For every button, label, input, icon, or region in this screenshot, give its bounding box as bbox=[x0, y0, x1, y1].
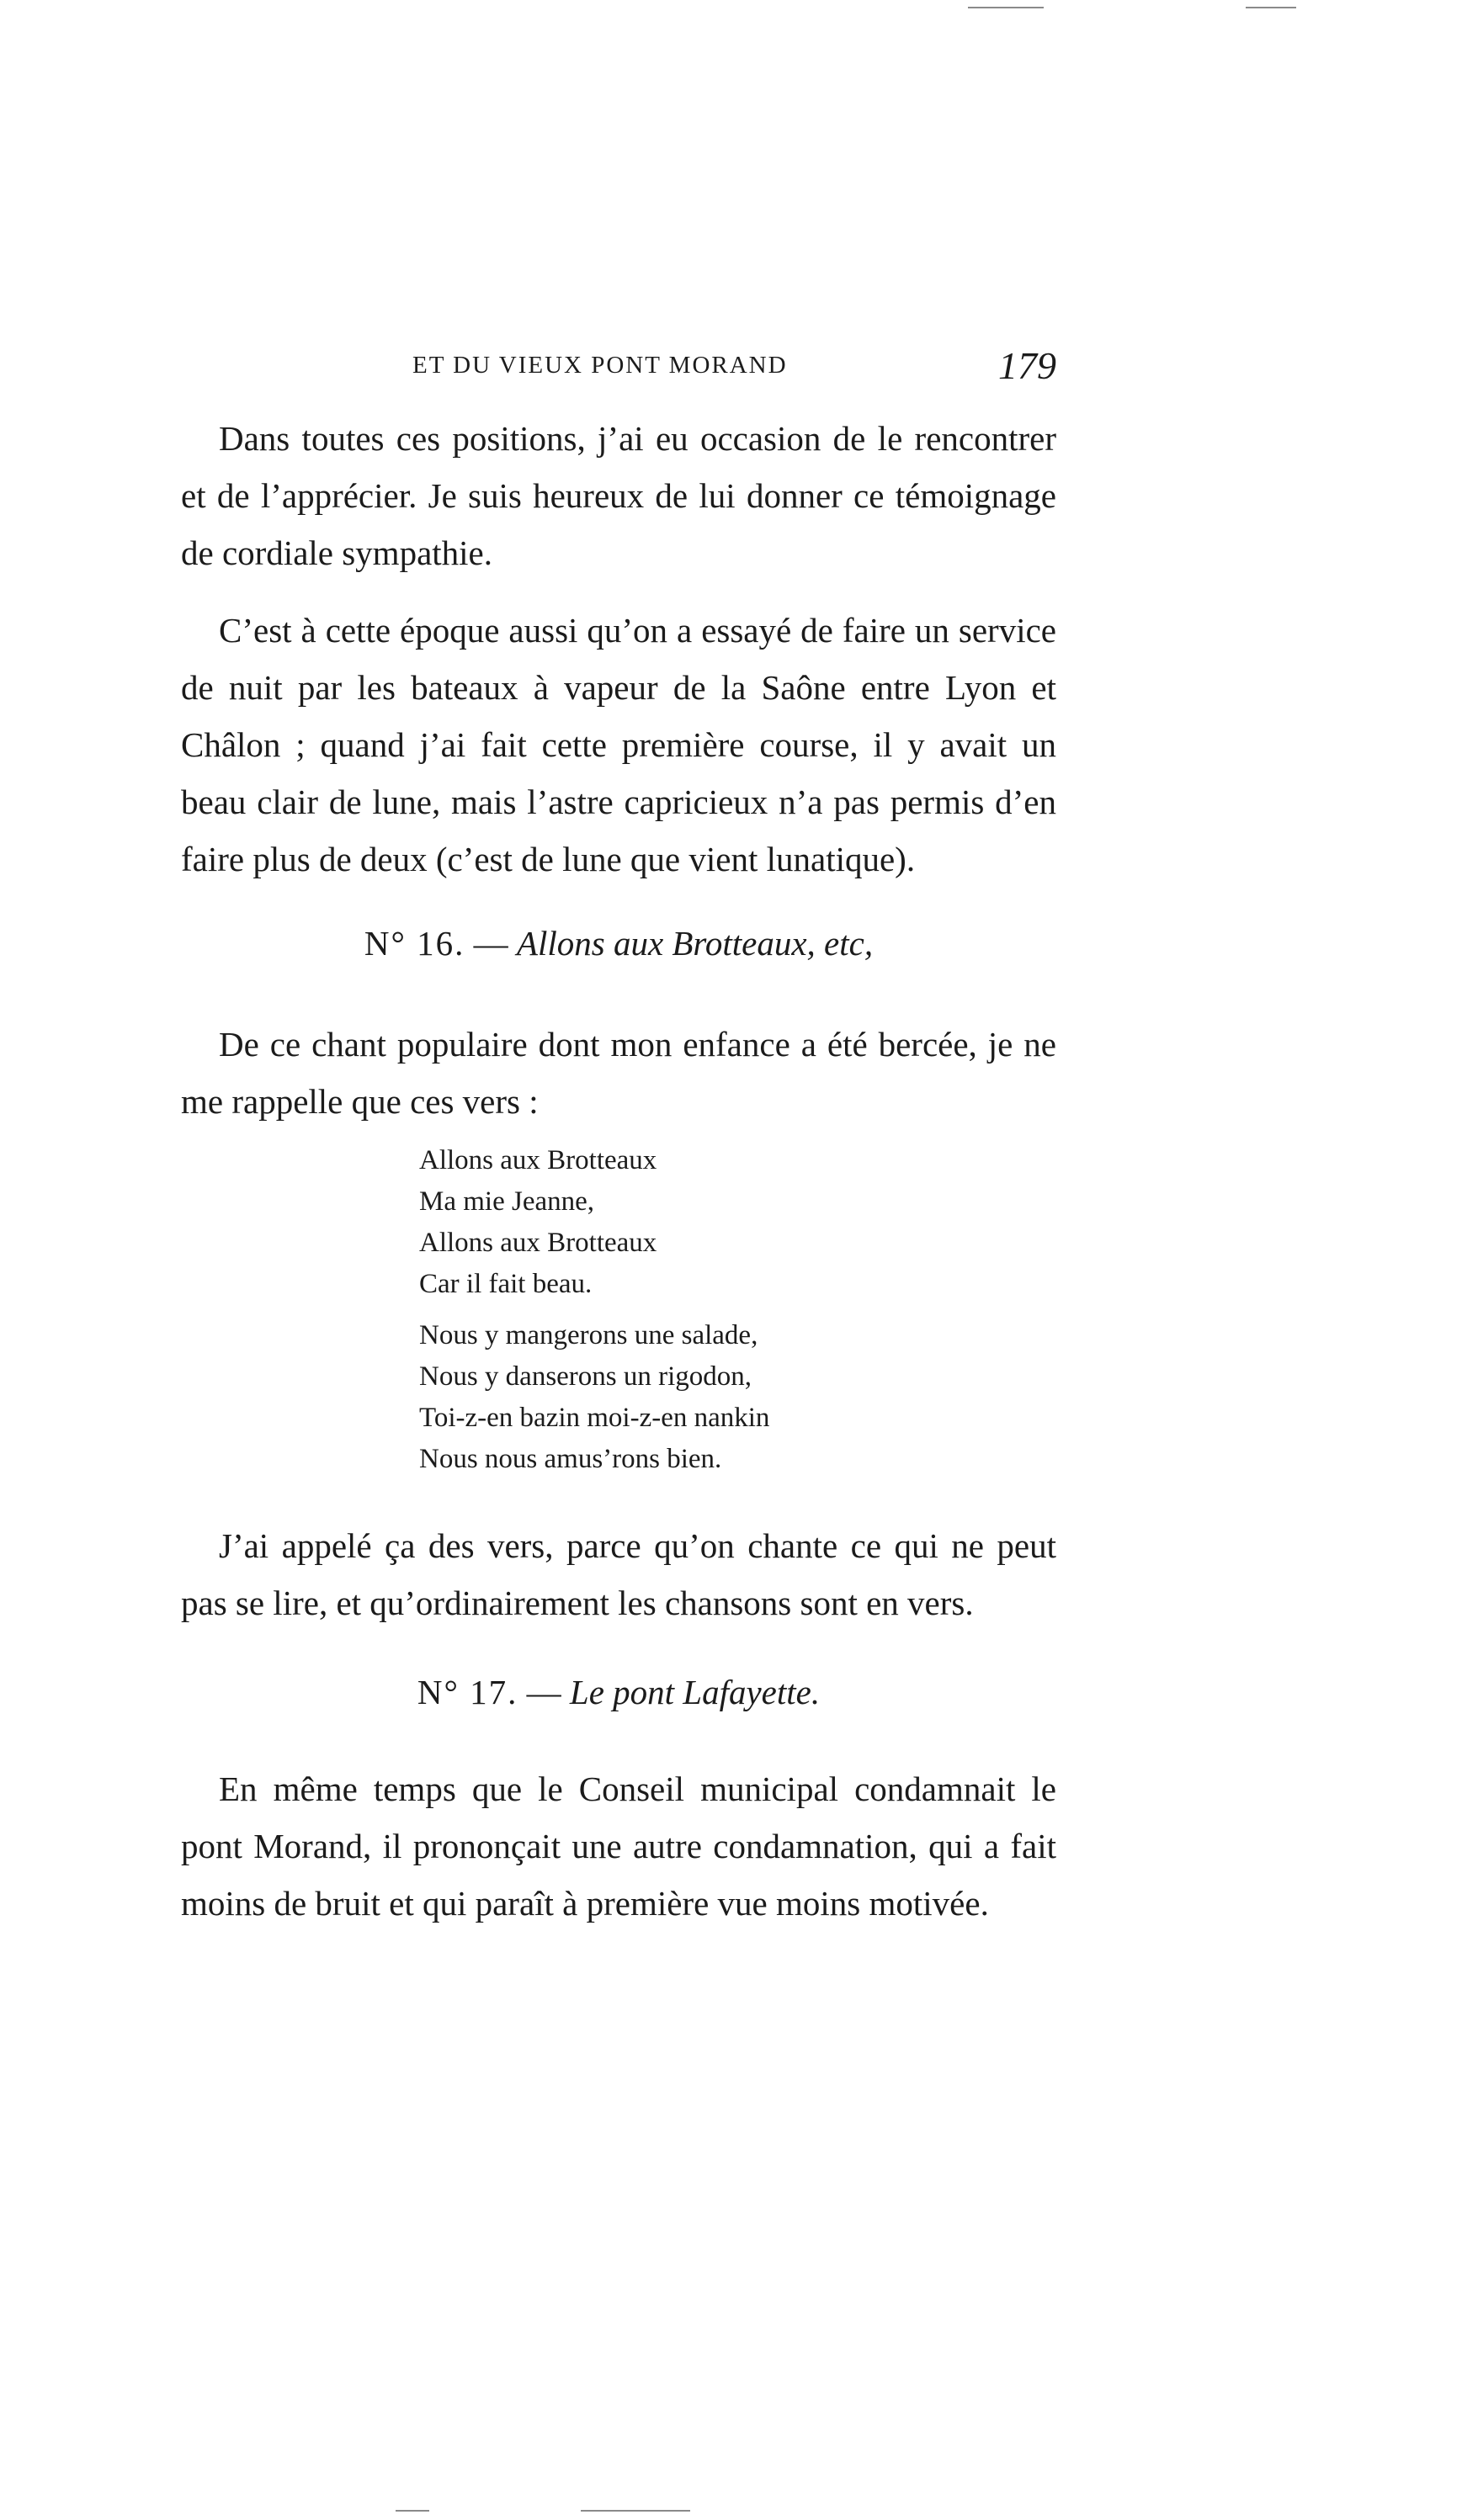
paragraph bbox=[181, 1760, 1056, 1932]
verse-line: Toi-z-en bazin moi-z-en nankin bbox=[419, 1403, 770, 1433]
section-dash: — bbox=[473, 924, 508, 963]
scan-edge-mark bbox=[968, 7, 1044, 8]
scan-edge-mark bbox=[581, 2510, 690, 2512]
paragraph-text: De ce chant populaire dont mon enfance a été bercée, je ne me rappelle que ces vers : bbox=[181, 1025, 1056, 1121]
verse-line: Nous y mangerons une salade, bbox=[419, 1320, 758, 1350]
verse-stanza bbox=[419, 1315, 769, 1480]
section-number: N° 16. bbox=[364, 924, 465, 963]
verse-line: Allons aux Brotteaux bbox=[419, 1145, 657, 1175]
paragraph-text: En même temps que le Conseil municipal condamnait le pont Morand, il prononçait une autre condamnation, qui a fait moins de bruit et qui paraît à première vue moins motivée. bbox=[181, 1769, 1056, 1923]
paragraph bbox=[181, 602, 1056, 888]
verse-line: Ma mie Jeanne, bbox=[419, 1186, 595, 1217]
section-heading bbox=[181, 1672, 1056, 1712]
verse-line: Allons aux Brotteaux bbox=[419, 1228, 657, 1258]
page-number: 179 bbox=[998, 344, 1056, 387]
verse-line: Car il fait beau. bbox=[419, 1269, 593, 1299]
paragraph-text: J’ai appelé ça des vers, parce qu’on chante ce qui ne peut pas se lire, et qu’ordinairement les chansons sont en vers. bbox=[181, 1526, 1056, 1622]
paragraph-text: C’est à cette époque aussi qu’on a essayé de faire un service de nuit par les bateaux à vapeur de la Saône entre Lyon et Châlon ; quand j’ai fait cette première course, il y avait un beau clair de lune, mais l’astre capricieux n’a pas permis d’en faire plus de deux (c’est de lune que vient lunatique). bbox=[181, 611, 1056, 878]
section-heading bbox=[181, 923, 1056, 963]
verse-line: Nous y danserons un rigodon, bbox=[419, 1361, 752, 1392]
paragraph-text: Dans toutes ces positions, j’ai eu occasion de le rencontrer et de l’apprécier. Je suis heureux de lui donner ce témoignage de cordiale sympathie. bbox=[181, 419, 1056, 572]
page-header bbox=[181, 337, 1056, 395]
paragraph bbox=[181, 1517, 1056, 1631]
verse-line: Nous nous amus’rons bien. bbox=[419, 1444, 722, 1474]
section-title: Allons aux Brotteaux, etc, bbox=[516, 924, 874, 963]
verse-stanza bbox=[419, 1140, 657, 1305]
paragraph bbox=[181, 410, 1056, 581]
section-number: N° 17. bbox=[417, 1673, 518, 1711]
section-title: Le pont Lafayette. bbox=[569, 1673, 821, 1711]
paragraph bbox=[181, 1016, 1056, 1130]
scan-edge-mark bbox=[1246, 7, 1296, 8]
scan-edge-mark bbox=[396, 2510, 429, 2512]
running-title: ET DU VIEUX PONT MORAND bbox=[412, 352, 788, 379]
section-dash: — bbox=[526, 1673, 561, 1711]
